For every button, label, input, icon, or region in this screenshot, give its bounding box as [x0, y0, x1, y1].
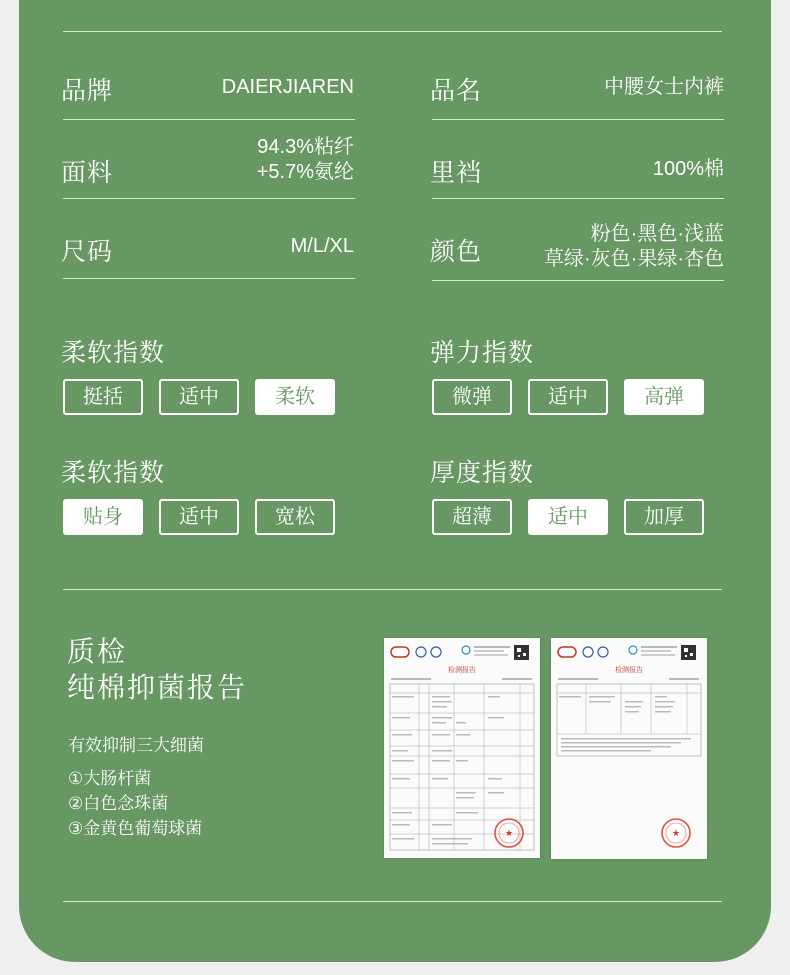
fit-index-title: 柔软指数 — [61, 459, 166, 487]
bottom-divider — [63, 901, 722, 902]
color-value-line1: 粉色·黑色·浅蓝 — [590, 223, 724, 245]
elasticity-option[interactable]: 适中 — [528, 379, 608, 415]
fabric-value-line2: +5.7%氨纶 — [256, 161, 354, 183]
test-report-image-2 — [551, 638, 707, 859]
spec-divider — [432, 119, 724, 120]
softness-index-title: 柔软指数 — [61, 339, 166, 367]
bacteria-item: ②白色念珠菌 — [68, 794, 169, 813]
report-graphic — [384, 638, 540, 858]
spec-divider — [63, 198, 355, 199]
elasticity-index-title: 弹力指数 — [430, 339, 535, 367]
product-info-card — [19, 0, 771, 962]
color-value-line2: 草绿·灰色·果绿·杏色 — [544, 248, 724, 270]
top-divider — [63, 31, 722, 32]
fabric-value-line1: 94.3%粘纤 — [257, 136, 354, 158]
product-name-value: 中腰女士内裤 — [604, 76, 724, 98]
crotch-label: 里裆 — [430, 159, 483, 187]
svg-text:★: ★ — [671, 829, 681, 839]
size-label: 尺码 — [61, 238, 114, 266]
quality-title: 质检 — [67, 636, 128, 667]
report-heading-text: 检测报告 — [615, 666, 643, 674]
thickness-option[interactable]: 超薄 — [432, 499, 512, 535]
fabric-label: 面料 — [61, 159, 114, 187]
softness-option[interactable]: 适中 — [159, 379, 239, 415]
section-divider — [63, 589, 722, 590]
thickness-index-title: 厚度指数 — [430, 459, 535, 487]
bacteria-item: ③金黄色葡萄球菌 — [68, 819, 203, 838]
brand-label: 品牌 — [61, 77, 114, 105]
svg-text:★: ★ — [504, 829, 514, 839]
fit-option[interactable]: 宽松 — [255, 499, 335, 535]
test-report-image-1 — [384, 638, 540, 858]
product-name-label: 品名 — [430, 77, 483, 105]
bacteria-item: ①大肠杆菌 — [68, 769, 152, 788]
quality-intro: 有效抑制三大细菌 — [68, 736, 204, 755]
fit-option[interactable]: 贴身 — [63, 499, 143, 535]
spec-divider — [63, 278, 355, 279]
brand-value: DAIERJIAREN — [221, 76, 354, 98]
fit-option[interactable]: 适中 — [159, 499, 239, 535]
color-label: 颜色 — [430, 238, 483, 266]
softness-option[interactable]: 挺括 — [63, 379, 143, 415]
spec-divider — [432, 280, 724, 281]
thickness-option[interactable]: 适中 — [528, 499, 608, 535]
spec-divider — [63, 119, 355, 120]
thickness-option[interactable]: 加厚 — [624, 499, 704, 535]
quality-subtitle: 纯棉抑菌报告 — [67, 672, 248, 703]
elasticity-option[interactable]: 微弹 — [432, 379, 512, 415]
spec-divider — [432, 198, 724, 199]
report-graphic — [551, 638, 707, 859]
softness-option[interactable]: 柔软 — [255, 379, 335, 415]
report-heading-text: 检测报告 — [448, 666, 476, 674]
elasticity-option[interactable]: 高弹 — [624, 379, 704, 415]
size-value: M/L/XL — [290, 235, 354, 257]
crotch-value: 100%棉 — [652, 158, 724, 180]
